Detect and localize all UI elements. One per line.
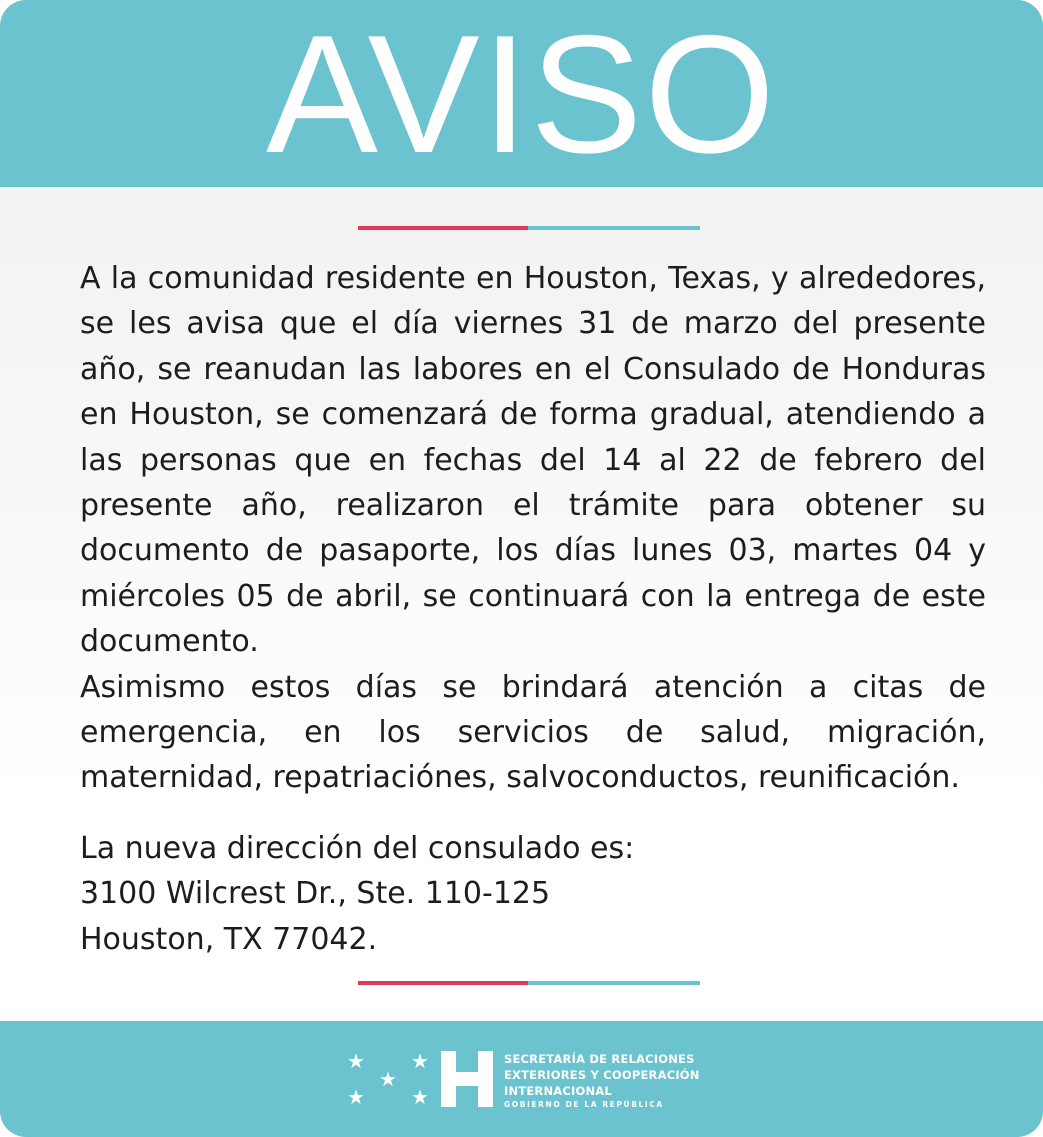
star-icon: ★ xyxy=(379,1067,397,1091)
bottom-divider xyxy=(358,981,700,985)
divider-teal-segment xyxy=(528,226,700,230)
divider-teal-segment xyxy=(528,981,700,985)
consulate-address xyxy=(80,826,986,962)
star-icon: ★ xyxy=(411,1049,429,1073)
ministry-logo xyxy=(345,1051,715,1111)
star-icon: ★ xyxy=(347,1085,365,1109)
header-band xyxy=(0,0,1043,187)
notice-paragraph-2: Asimismo estos días se brindará atención a citas de emergencia, en los servicios de salud, migración, maternidad, repatriaciónes, salvoconductos, reunificación. xyxy=(80,669,986,796)
page-title: AVISO xyxy=(265,0,778,188)
ministry-name-line-2: EXTERIORES Y COOPERACIÓN xyxy=(504,1068,700,1082)
notice-paragraph-1: A la comunidad residente en Houston, Texas, y alrededores, se les avisa que el día viernes 31 de marzo del presente año, se reanudan las labores en el Consulado de Honduras en Houston, se comenzará de forma gradual, atendiendo a las personas que en fechas del 14 al 22 de febrero del presente año, realizaron el trámite para obtener su documento de pasaporte, los días lunes 03, martes 04 y miércoles 05 de abril, se continuará con la entrega de este documento. xyxy=(80,261,986,660)
star-icon: ★ xyxy=(347,1049,365,1073)
divider-red-segment xyxy=(358,981,528,985)
address-line-2: Houston, TX 77042. xyxy=(80,921,378,957)
ministry-name-line-3: INTERNACIONAL xyxy=(504,1084,612,1098)
notice-body xyxy=(80,256,986,801)
footer-band xyxy=(0,1021,1043,1137)
address-intro: La nueva dirección del consulado es: xyxy=(80,831,635,866)
top-divider xyxy=(358,226,700,230)
divider-red-segment xyxy=(358,226,528,230)
address-line-1: 3100 Wilcrest Dr., Ste. 110-125 xyxy=(80,876,551,912)
government-label: GOBIERNO DE LA REPÚBLICA xyxy=(504,1100,664,1109)
stars-icon xyxy=(345,1051,435,1111)
h-emblem-icon xyxy=(441,1051,493,1107)
ministry-name xyxy=(504,1051,724,1111)
ministry-name-line-1: SECRETARÍA DE RELACIONES xyxy=(504,1052,695,1066)
star-icon: ★ xyxy=(411,1085,429,1109)
